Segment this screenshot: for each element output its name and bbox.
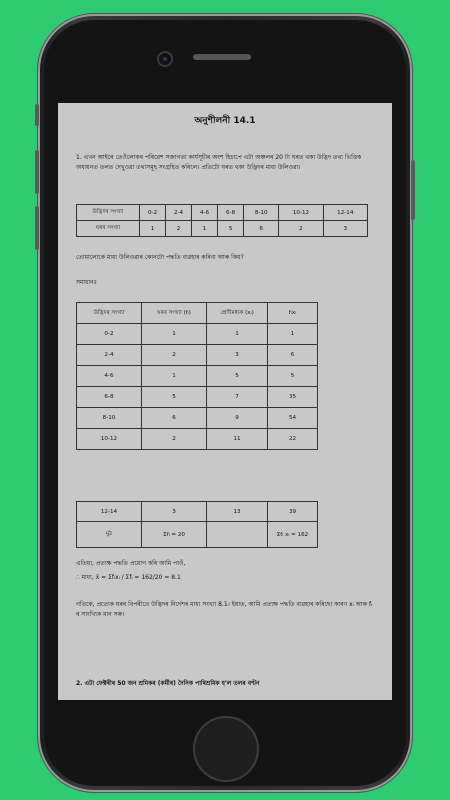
phone-screen[interactable]: [58, 103, 392, 700]
earpiece-speaker: [193, 54, 251, 60]
table-row-total: [77, 522, 318, 548]
table-cell: 5: [207, 366, 268, 387]
table-cell: 9: [207, 408, 268, 429]
table-cell: 6: [268, 345, 318, 366]
table-row: [77, 366, 318, 387]
silent-switch: [35, 104, 39, 126]
solution-label: সমাধানঃ: [76, 279, 97, 286]
data-table-1: [76, 204, 368, 237]
table-cell: 8-10: [244, 205, 279, 221]
table-cell: 12-14: [323, 205, 367, 221]
table-row: [77, 408, 318, 429]
table-cell: 2-4: [77, 345, 142, 366]
table-cell: 1: [207, 324, 268, 345]
question-1-method: তোমালোকে মাধ্য উলিওৱাৰ কোনটো পদ্ধতি ব্যৱহাৰ কৰিবা আৰু কিয়?: [76, 254, 244, 261]
volume-down-button: [35, 206, 39, 250]
table-cell: [207, 522, 268, 548]
table-cell: Σfᵢ xᵢ = 162: [268, 522, 318, 548]
table-cell: 2: [279, 221, 323, 237]
table-cell: ঘৰৰ সংখ্যা: [77, 221, 140, 237]
table-cell: 35: [268, 387, 318, 408]
solution-table-continued: [76, 501, 318, 548]
table-cell: 10-12: [77, 429, 142, 450]
table-header: উদ্ভিদৰ সংখ্যা: [77, 303, 142, 324]
table-cell: 8-10: [77, 408, 142, 429]
table-cell: Σfᵢ = 20: [142, 522, 207, 548]
table-cell: 5: [218, 221, 244, 237]
table-cell: 1: [142, 324, 207, 345]
table-header: fᵢxᵢ: [268, 303, 318, 324]
table-cell: 13: [207, 502, 268, 522]
table-cell: 1: [142, 366, 207, 387]
table-row: [77, 345, 318, 366]
table-cell: 5: [268, 366, 318, 387]
table-cell: 6: [142, 408, 207, 429]
table-cell: 39: [268, 502, 318, 522]
table-cell: উদ্ভিদৰ সংখ্যা: [77, 205, 140, 221]
table-cell: 5: [142, 387, 207, 408]
table-cell: 12-14: [77, 502, 142, 522]
table-row: [77, 324, 318, 345]
power-button: [411, 160, 415, 220]
front-camera-icon: [157, 51, 173, 67]
table-cell: 2-4: [166, 205, 192, 221]
table-cell: 11: [207, 429, 268, 450]
table-cell: 2: [166, 221, 192, 237]
volume-up-button: [35, 150, 39, 194]
question-1-text: 1. এখন আইৰে তেওঁলোকৰ পৰিৱেশ সজাগতা কাৰ্যসূচীৰ অংশ হিচাপে এটা অঞ্চলৰ 20 টা ঘৰত থকা উদ্ভিদ তথ্য ভিত্তিক অধ্যয়নত তলত দেখুওৱা তথ্যসমূহ সংগ্ৰহিত কৰিলে। প্ৰতিটো ঘৰত থকা উদ্ভিদৰ মাধ্য উলিওৱা।: [76, 154, 362, 171]
table-row: [77, 502, 318, 522]
table-cell: 7: [207, 387, 268, 408]
page-title: অনুশীলনী 14.1: [194, 116, 256, 126]
table-cell: 6-8: [218, 205, 244, 221]
table-cell: 1: [140, 221, 166, 237]
table-header: ঘৰৰ সংখ্যা (fᵢ): [142, 303, 207, 324]
table-cell: 4-6: [77, 366, 142, 387]
table-header: শ্ৰেণীমধ্যক (xᵢ): [207, 303, 268, 324]
conclusion-text: গতিকে, প্ৰত্যেক ঘৰৰ বিপৰীতে উদ্ভিদৰ নিৰ্দেশৰ মাধ্য সংখ্যা 8.1। ইয়াত, আমি প্ৰত্যক্ষ পদ্ধতি ব্যৱহাৰ কৰিছো কাৰণ xᵢ আৰু fᵢ ৰ সাংখ্যিক মান সৰু।: [76, 601, 373, 618]
table-cell: 1: [192, 221, 218, 237]
formula-intro: এতিয়া, প্ৰত্যক্ষ পদ্ধতি প্ৰয়োগ কৰি আমি পাওঁ,: [76, 560, 186, 567]
table-cell: 3: [142, 502, 207, 522]
table-cell: 10-12: [279, 205, 323, 221]
question-2-text: 2. এটা ফেক্টৰীৰ 50 জন শ্ৰমিকৰ (কৰ্মীৰ) দৈনিক পাৰিশ্ৰমিক হ'ল তলৰ বণ্টন: [76, 680, 260, 687]
table-cell: 2: [142, 345, 207, 366]
table-cell: 0-2: [140, 205, 166, 221]
table-cell: 3: [207, 345, 268, 366]
table-row: [77, 387, 318, 408]
table-row: [77, 429, 318, 450]
mean-formula: ∴ মাধ্য, x̄ = Σfᵢxᵢ / Σfᵢ = 162/20 = 8.1: [76, 574, 181, 581]
home-button[interactable]: [193, 716, 259, 782]
table-cell: 2: [142, 429, 207, 450]
table-cell: 6: [244, 221, 279, 237]
table-cell: 22: [268, 429, 318, 450]
document-page[interactable]: [58, 103, 392, 700]
table-cell: 3: [323, 221, 367, 237]
solution-table: [76, 302, 318, 450]
table-cell: 4-6: [192, 205, 218, 221]
table-cell: 6-8: [77, 387, 142, 408]
table-cell: 1: [268, 324, 318, 345]
table-cell: 0-2: [77, 324, 142, 345]
table-cell: 54: [268, 408, 318, 429]
table-cell: মুঠ: [77, 522, 142, 548]
